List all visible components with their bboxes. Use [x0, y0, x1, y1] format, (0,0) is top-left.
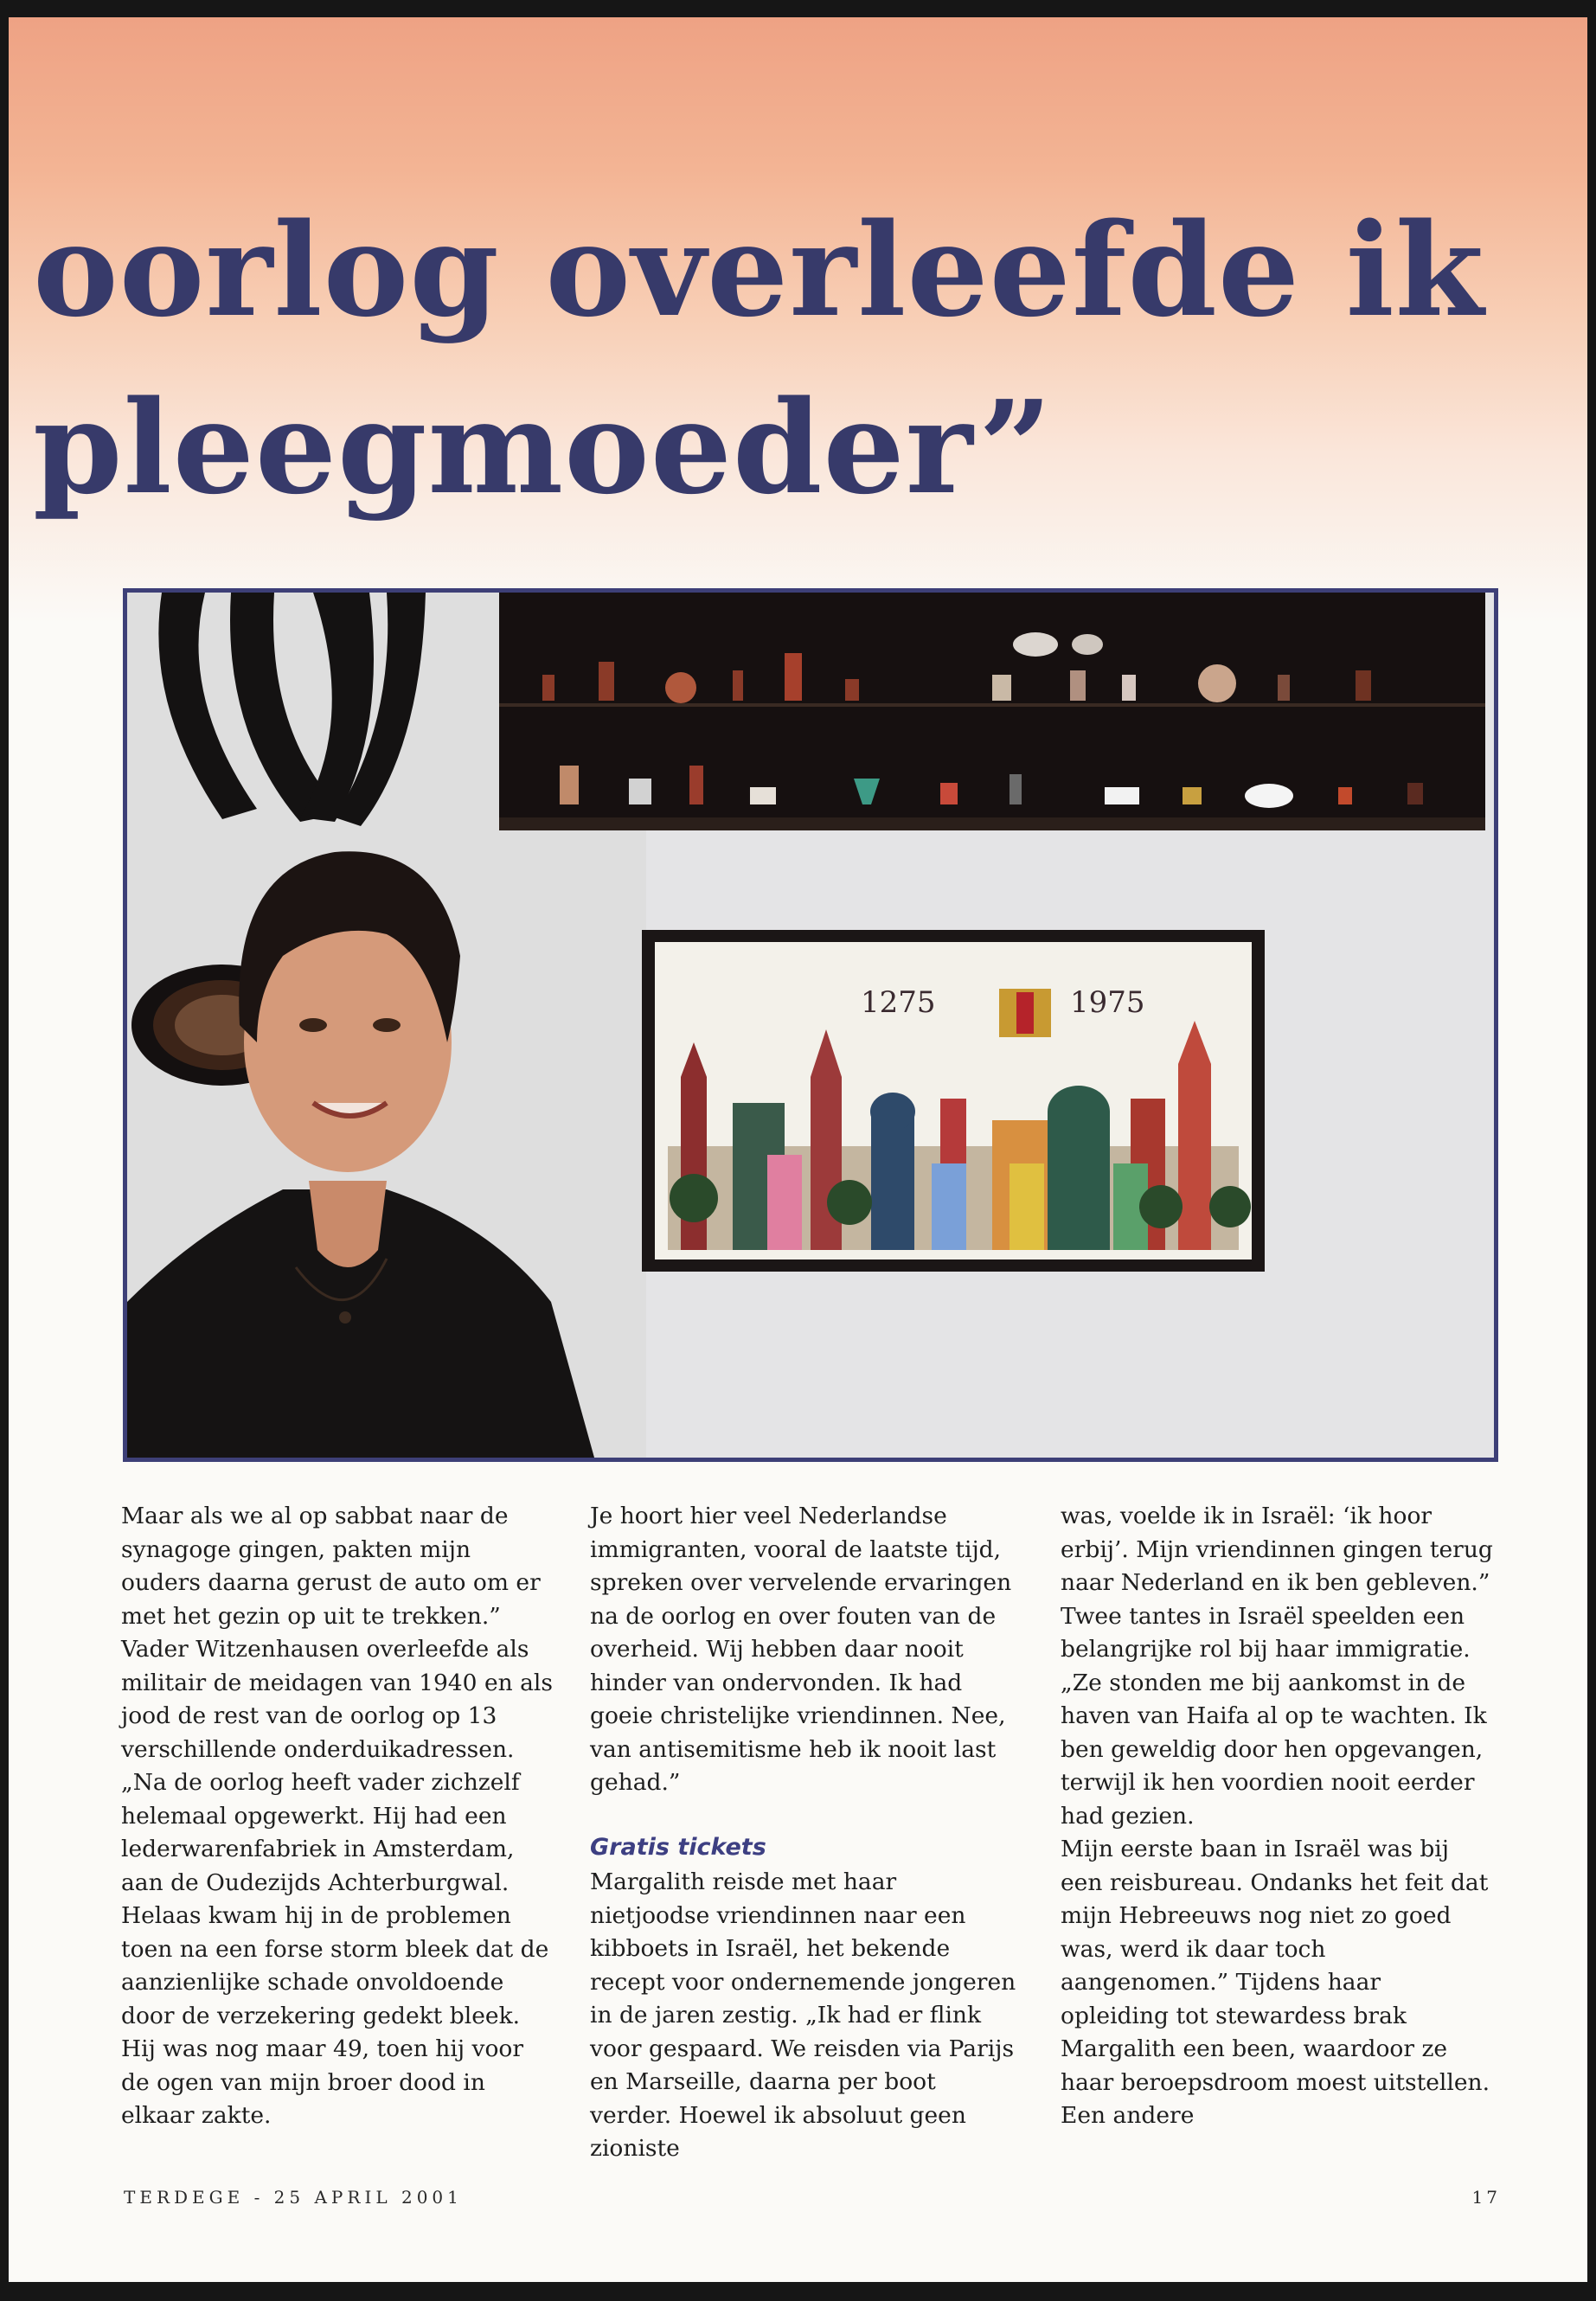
headline-line-2: pleegmoeder” — [33, 372, 1054, 522]
embroidery-year-left: 1275 — [861, 985, 936, 1020]
article-column-1 — [121, 1500, 554, 2133]
page-number: 17 — [1471, 2187, 1501, 2208]
section-subheading: Gratis tickets — [590, 1833, 766, 1861]
paragraph: Mijn eerste baan in Israël was bij een reisbureau. Ondanks het feit dat mijn Hebreeuws nog niet zo goed was, werd ik daar toch aangenomen.” Tijdens haar opleiding tot stewardess brak Margalith een been, waardoor ze haar beroepsdroom moest uitstellen. Een andere — [1061, 1836, 1490, 2129]
paragraph: Vader Witzenhausen overleefde als militair de meidagen van 1940 en als jood de rest van de oorlog op 13 verschillende onderduikadressen. — [121, 1636, 553, 1763]
framed-embroidery — [642, 930, 1265, 1272]
magazine-page — [9, 17, 1587, 2282]
article-photo — [123, 588, 1498, 1462]
paragraph: was, voelde ik in Israël: ‘ik hoor erbij’. Mijn vriendinnen gingen terug naar Nederland en ik ben gebleven.” — [1061, 1503, 1493, 1596]
paragraph: Maar als we al op sabbat naar de synagoge gingen, pakten mijn ouders daarna gerust de auto om er met het gezin op uit te trekken.” — [121, 1503, 541, 1630]
article-column-2 — [590, 1500, 1022, 2166]
article-column-3 — [1061, 1500, 1493, 2133]
paragraph: „Na de oorlog heeft vader zichzelf helemaal opgewerkt. Hij had een lederwarenfabriek in Amsterdam, aan de Oudezijds Achterburgwal. Helaas kwam hij in de problemen toen na een forse storm bleek dat de aanzienlijke schade onvoldoende door de verzekering gedekt bleek. Hij was nog maar 49, toen hij voor de ogen van mijn broer dood in elkaar zakte. — [121, 1769, 549, 2129]
headline-line-1: oorlog overleefde ik — [33, 195, 1485, 345]
paragraph: Twee tantes in Israël speelden een belangrijke rol bij haar immigratie. „Ze stonden me bij aankomst in de haven van Haifa al op te wachten. Ik ben geweldig door hen opgevangen, terwijl ik hen voordien nooit eerder had gezien. — [1061, 1602, 1487, 1830]
display-shelf — [499, 593, 1485, 830]
paragraph: Je hoort hier veel Nederlandse immigranten, vooral de laatste tijd, spreken over vervelende ervaringen na de oorlog en over fouten van de overheid. Wij hebben daar nooit hinder van ondervonden. Ik had goeie christelijke vriendinnen. Nee, van antisemitisme heb ik nooit last gehad.” — [590, 1503, 1012, 1796]
photo-illustration — [127, 593, 1494, 1458]
article-headline — [33, 182, 1573, 536]
embroidery-year-right: 1975 — [1070, 985, 1145, 1020]
footer-publication: TERDEGE - 25 APRIL 2001 — [124, 2187, 463, 2208]
paragraph: Margalith reisde met haar nietjoodse vriendinnen naar een kibboets in Israël, het bekende recept voor ondernemende jongeren in de jaren zestig. „Ik had er flink voor gespaard. We reisden via Parijs en Marseille, daarna per boot verder. Hoewel ik absoluut geen zioniste — [590, 1868, 1016, 2162]
